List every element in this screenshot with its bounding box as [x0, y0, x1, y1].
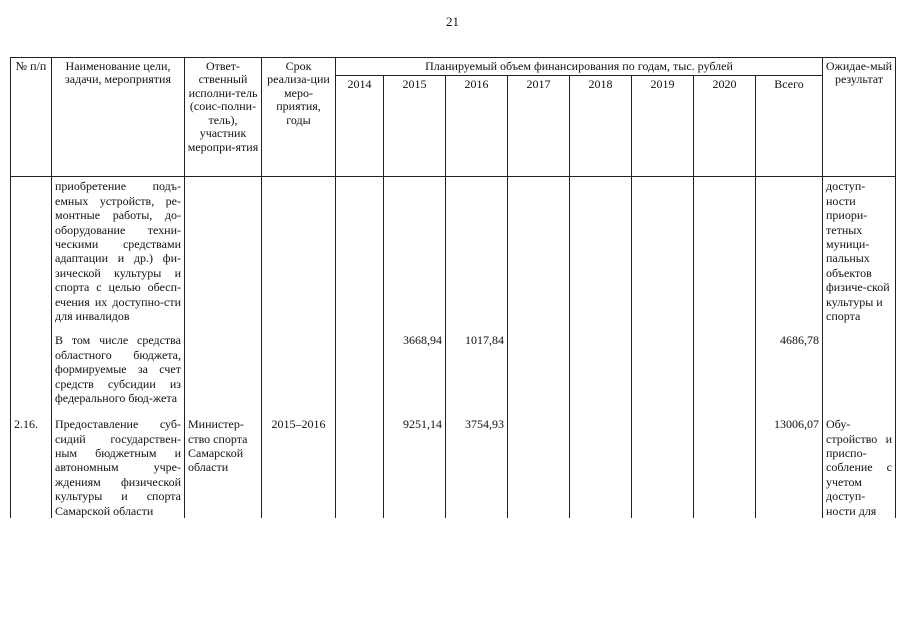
row-period — [262, 177, 336, 323]
header-year: 2014 — [336, 76, 384, 177]
row-name: приобретение подъ-емных устройств, ре-монтные работы, до-оборудование техни-ческими средствами адаптации и др.) фи-зической культуры и спорта с целью обесп-ечения их доступно-сти для инвалидов — [52, 177, 185, 323]
row-name: В том числе средства областного бюджета, формируемые за счет средств субсидии из федерального бюд-жета — [52, 323, 185, 405]
financing-table — [10, 57, 896, 518]
row-value — [336, 405, 384, 518]
row-value — [336, 323, 384, 405]
row-value — [694, 177, 756, 323]
row-result — [823, 323, 896, 405]
row-value — [632, 177, 694, 323]
row-value — [508, 323, 570, 405]
row-responsible — [185, 323, 262, 405]
row-value — [632, 323, 694, 405]
table-row — [11, 405, 896, 518]
header-year: 2018 — [570, 76, 632, 177]
row-num — [11, 177, 52, 323]
row-responsible — [185, 177, 262, 323]
row-name: Предоставление суб-сидий государствен-ным бюджетным и автономным учре-ждениям физической культуры и спорта Самарской области — [52, 405, 185, 518]
row-value: 1017,84 — [446, 323, 508, 405]
row-value — [446, 177, 508, 323]
header-financing: Планируемый объем финансирования по годам, тыс. рублей — [336, 58, 823, 76]
header-year: 2017 — [508, 76, 570, 177]
row-value — [694, 405, 756, 518]
page-number: 21 — [446, 14, 459, 29]
row-total: 4686,78 — [756, 323, 823, 405]
row-result: доступ-ности приори-тетных муници-пальных объектов физиче-ской культуры и спорта — [823, 177, 896, 323]
header-result: Ожидае-мый результат — [823, 58, 896, 177]
row-num — [11, 323, 52, 405]
header-total: Всего — [756, 76, 823, 177]
header-year: 2020 — [694, 76, 756, 177]
header-name: Наименование цели, задачи, мероприятия — [52, 58, 185, 177]
row-value: 9251,14 — [384, 405, 446, 518]
row-period: 2015–2016 — [262, 405, 336, 518]
row-value — [508, 177, 570, 323]
row-value — [384, 177, 446, 323]
row-value — [632, 405, 694, 518]
row-value — [570, 177, 632, 323]
row-value — [336, 177, 384, 323]
row-total — [756, 177, 823, 323]
header-year: 2019 — [632, 76, 694, 177]
row-responsible: Министер-ство спорта Самарской области — [185, 405, 262, 518]
row-value — [508, 405, 570, 518]
row-total: 13006,07 — [756, 405, 823, 518]
row-period — [262, 323, 336, 405]
row-value — [570, 323, 632, 405]
row-num: 2.16. — [11, 405, 52, 518]
table-row — [11, 323, 896, 405]
header-year: 2016 — [446, 76, 508, 177]
header-year: 2015 — [384, 76, 446, 177]
table-row — [11, 177, 896, 323]
row-value: 3754,93 — [446, 405, 508, 518]
header-responsible: Ответ-ственный исполни-тель (соис-полни-тель), участник меропри-ятия — [185, 58, 262, 177]
row-value — [570, 405, 632, 518]
header-num: № п/п — [11, 58, 52, 177]
row-result: Обу-стройство и приспо-собление с учетом доступ-ности для — [823, 405, 896, 518]
row-value — [694, 323, 756, 405]
header-period: Срок реализа-ции меро-приятия, годы — [262, 58, 336, 177]
row-value: 3668,94 — [384, 323, 446, 405]
